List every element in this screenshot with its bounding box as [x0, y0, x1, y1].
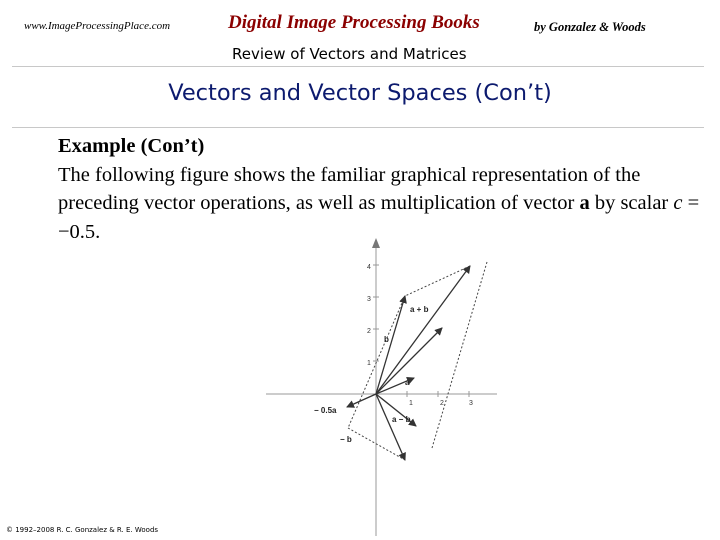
- label-a-plus-b: a + b: [410, 305, 429, 314]
- example-heading: Example (Con’t): [58, 135, 205, 157]
- vector-neg-b: [376, 394, 405, 460]
- body-text-mid: by scalar: [589, 192, 674, 214]
- y-tick-label: 3: [367, 296, 371, 303]
- x-tick-label: 2: [440, 400, 444, 407]
- title-divider: [12, 127, 704, 128]
- header-divider: [12, 66, 704, 67]
- slide-body: [58, 132, 708, 246]
- x-tick-label: 3: [469, 400, 473, 407]
- body-text-end: = −0.5.: [58, 192, 700, 243]
- label-neg-half-a: − 0.5a: [314, 406, 337, 415]
- y-tick-label: 2: [367, 328, 371, 335]
- label-a-minus-b: a − b: [392, 415, 411, 424]
- dashed-guide: [405, 266, 470, 296]
- scalar-c: c: [673, 192, 683, 214]
- y-axis-arrow: [372, 238, 380, 248]
- vector-diagram: [262, 234, 502, 538]
- label-a: a: [405, 378, 410, 387]
- label-b: b: [384, 335, 389, 344]
- book-title: Digital Image Processing Books: [228, 12, 480, 33]
- slide-title: Vectors and Vector Spaces (Con’t): [168, 80, 552, 106]
- vector-a-bold: a: [579, 192, 590, 214]
- y-tick-label: 4: [367, 264, 371, 271]
- x-tick-label: 1: [409, 400, 413, 407]
- body-text: The following figure shows the familiar graphical representation of the preceding vector operations, as well as multiplication of vector: [58, 163, 641, 214]
- website-url: www.ImageProcessingPlace.com: [24, 20, 171, 32]
- section-subtitle: Review of Vectors and Matrices: [232, 45, 467, 63]
- label-neg-b: − b: [340, 435, 352, 444]
- dashed-guide: [432, 262, 487, 448]
- copyright-footer: © 1992–2008 R. C. Gonzalez & R. E. Woods: [6, 526, 159, 534]
- y-tick-label: 1: [367, 360, 371, 367]
- authors: by Gonzalez & Woods: [534, 20, 646, 34]
